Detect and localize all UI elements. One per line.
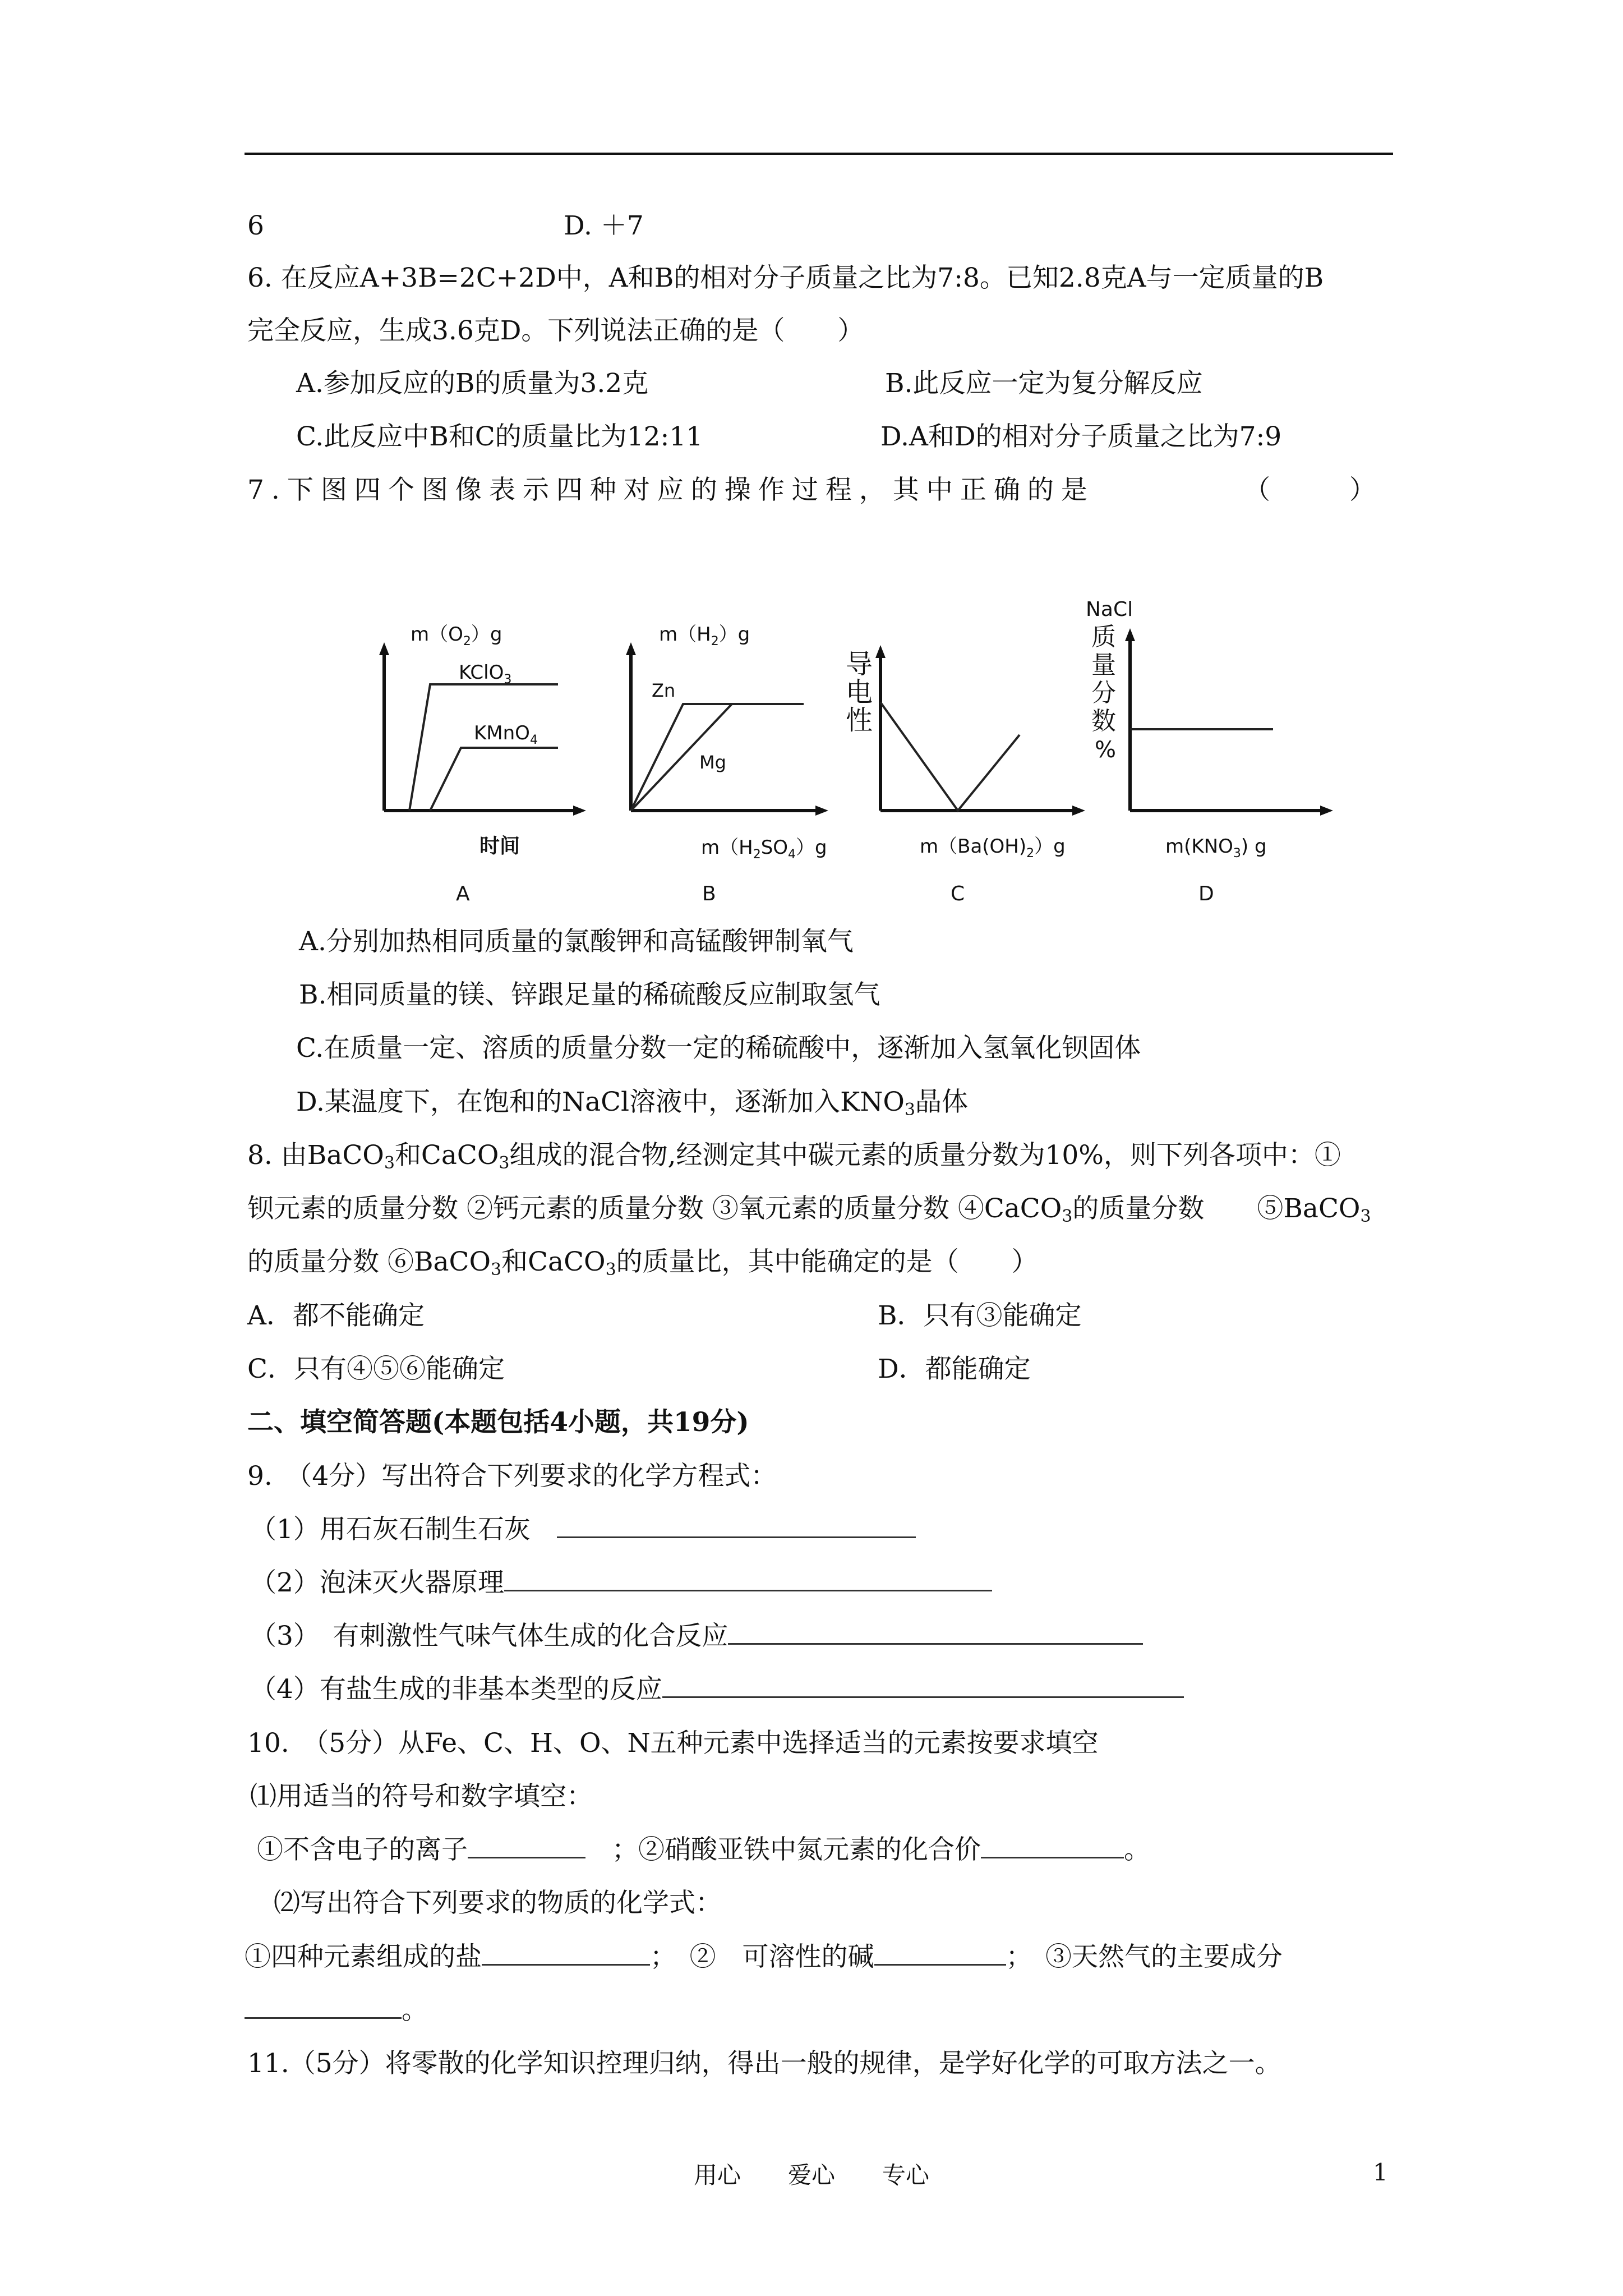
graph-c-y-arrow bbox=[875, 645, 886, 658]
header-rule bbox=[245, 153, 1393, 155]
q6-stem-line1: 6. 在反应A+3B=2C+2D中，A和B的相对分子质量之比为7:8。已知2.8克A与一定质量的B bbox=[247, 263, 1324, 293]
graph-d-y-label-1: 质 bbox=[1091, 623, 1116, 651]
q8-stem-line1: 8. 由BaCO$_3$和CaCO$_3$组成的混合物,经测定其中碳元素的质量分数为10%，则下列各项中：① bbox=[247, 1140, 1341, 1173]
q11-stem: 11.（5分）将零散的化学知识控理归纳，得出一般的规律，是学好化学的可取方法之一。 bbox=[247, 2048, 1281, 2079]
q7-graphs-figure bbox=[359, 595, 1346, 909]
graph-a-kclo3-label: KClO$_3$ bbox=[459, 661, 512, 687]
graph-c-x-arrow bbox=[1072, 806, 1085, 816]
graph-a-y-label: $m(O_2)g$ bbox=[411, 623, 502, 648]
page-footer: 用心 爱心 专心 bbox=[693, 2161, 929, 2189]
graph-d-y-label-2: 量 bbox=[1091, 651, 1116, 679]
graph-c-y-label-1: 导 bbox=[846, 648, 873, 680]
q10-part-2-instruction: ⑵写出符合下列要求的物质的化学式： bbox=[274, 1888, 722, 1918]
q6-option-c: C.此反应中B和C的质量比为12:11 bbox=[296, 421, 703, 452]
q10-base-answer-blank[interactable] bbox=[874, 1944, 1006, 1966]
q7-option-a: A.分别加热相同质量的氯酸钾和高锰酸钾制氧气 bbox=[299, 926, 854, 957]
q7-option-c: C.在质量一定、溶质的质量分数一定的稀硫酸中，逐渐加入氢氧化钡固体 bbox=[296, 1033, 1141, 1064]
graph-a-caption: A bbox=[456, 882, 470, 905]
graph-d-y-label-4: 数 bbox=[1091, 707, 1116, 735]
q8-stem-line3: 的质量分数 ⑥BaCO$_3$和CaCO$_3$的质量比，其中能确定的是（ ） bbox=[247, 1246, 1038, 1280]
graph-d-caption: D bbox=[1198, 882, 1214, 905]
q8-option-d: D．都能确定 bbox=[878, 1354, 1031, 1384]
section-2-heading: 二、填空简答题(本题包括4小题，共19分) bbox=[247, 1407, 749, 1438]
q7-option-d: D.某温度下，在饱和的NaCl溶液中，逐渐加入$KNO_3$晶体 bbox=[296, 1087, 968, 1120]
q10-salt-answer-blank[interactable] bbox=[482, 1944, 650, 1966]
graph-d-x-arrow bbox=[1320, 806, 1333, 816]
q9-item-3-answer-blank[interactable] bbox=[728, 1623, 1143, 1645]
q10-stem: 10. （5分）从Fe、C、H、O、N五种元素中选择适当的元素按要求填空 bbox=[247, 1728, 1099, 1759]
graph-a-kmno4-curve bbox=[430, 748, 558, 811]
q7-answer-paren: （ ） bbox=[1244, 475, 1376, 505]
q7-stem: 7.下图四个图像表示四种对应的操作过程，其中正确的是 bbox=[247, 475, 1095, 505]
graph-b-y-arrow bbox=[626, 642, 636, 655]
graph-a-x-arrow bbox=[573, 806, 586, 816]
q6-option-b: B.此反应一定为复分解反应 bbox=[885, 368, 1203, 399]
graph-c-conductivity-curve bbox=[880, 702, 1020, 811]
graph-d-y-label-3: 分 bbox=[1091, 679, 1116, 707]
q8-option-a: A．都不能确定 bbox=[247, 1300, 425, 1331]
q6-stem-line2: 完全反应，生成3.6克D。下列说法正确的是（ ） bbox=[247, 315, 864, 346]
q8-stem-line2: 钡元素的质量分数 ②钙元素的质量分数 ③氧元素的质量分数 ④CaCO$_3$的质量分数 ⑤BaCO$_3$ bbox=[247, 1193, 1371, 1226]
graph-d-y-label-5: % bbox=[1095, 737, 1117, 763]
graph-a-x-label: 时间 bbox=[479, 835, 520, 858]
graph-b-x-arrow bbox=[815, 806, 828, 816]
graph-c-x-label: $m(Ba(OH)_2)g$ bbox=[920, 835, 1066, 861]
q8-option-c: C．只有④⑤⑥能确定 bbox=[247, 1354, 505, 1384]
graph-b-mg-label: Mg bbox=[699, 752, 726, 773]
graph-b-y-label: $m(H_2)g$ bbox=[659, 623, 750, 648]
q6-option-d: D.A和D的相对分子质量之比为7:9 bbox=[880, 421, 1282, 452]
graph-d bbox=[1086, 598, 1333, 905]
graph-a bbox=[379, 623, 586, 905]
q9-item-2-answer-blank[interactable] bbox=[504, 1570, 992, 1591]
q10-part-1-instruction: ⑴用适当的符号和数字填空： bbox=[250, 1781, 593, 1812]
q9-item-1: （1）用石灰石制生石灰 bbox=[250, 1516, 916, 1543]
q6-option-a: A.参加反应的B的质量为3.2克 bbox=[296, 368, 649, 399]
q9-item-4: （4）有盐生成的非基本类型的反应 bbox=[250, 1676, 1184, 1703]
graph-d-y-label-top: NaCl bbox=[1086, 598, 1133, 621]
q10-ion-answer-blank[interactable] bbox=[468, 1837, 585, 1858]
q8-option-b: B．只有③能确定 bbox=[878, 1300, 1082, 1331]
q10-natural-gas-answer-blank[interactable] bbox=[245, 1997, 402, 2019]
graph-c-y-label-2: 电 bbox=[846, 677, 873, 708]
graph-b bbox=[626, 623, 828, 905]
q10-part-1-line: ①不含电子的离子 ；②硝酸亚铁中氮元素的化合价 。 bbox=[257, 1834, 1150, 1865]
graph-a-kmno4-label: KMnO$_4$ bbox=[474, 722, 538, 747]
q9-stem: 9. （4分）写出符合下列要求的化学方程式： bbox=[247, 1461, 777, 1492]
q7-option-b: B.相同质量的镁、锌跟足量的稀硫酸反应制取氢气 bbox=[299, 979, 880, 1010]
q9-item-4-answer-blank[interactable] bbox=[662, 1676, 1184, 1698]
graph-b-zn-label: Zn bbox=[652, 680, 676, 701]
q5-option-d: D. ＋7 bbox=[564, 210, 644, 241]
graph-d-y-arrow bbox=[1125, 628, 1135, 641]
q10-valence-answer-blank[interactable] bbox=[981, 1837, 1124, 1858]
graph-b-caption: B bbox=[702, 882, 716, 905]
q9-item-3: （3） 有刺激性气味气体生成的化合反应 bbox=[250, 1623, 1143, 1649]
graph-a-y-arrow bbox=[379, 642, 389, 655]
page-number: 1 bbox=[1373, 2159, 1388, 2186]
q9-item-2: （2）泡沫灭火器原理 bbox=[250, 1570, 992, 1596]
graph-c bbox=[846, 645, 1085, 905]
graph-b-x-label: $m(H_2SO_4)g$ bbox=[701, 836, 827, 862]
graph-c-y-label-3: 性 bbox=[846, 705, 873, 736]
q9-item-1-answer-blank[interactable] bbox=[557, 1516, 916, 1538]
q10-part-2-line-2: 。 bbox=[245, 1997, 428, 2023]
graph-c-caption: C bbox=[951, 882, 965, 905]
graph-d-x-label: $m(KNO_3)$ g bbox=[1165, 835, 1267, 861]
q10-part-2-line: ①四种元素组成的盐 ； ② 可溶性的碱 ； ③天然气的主要成分 bbox=[245, 1941, 1283, 1972]
q5-tail-left: 6 bbox=[247, 210, 264, 241]
